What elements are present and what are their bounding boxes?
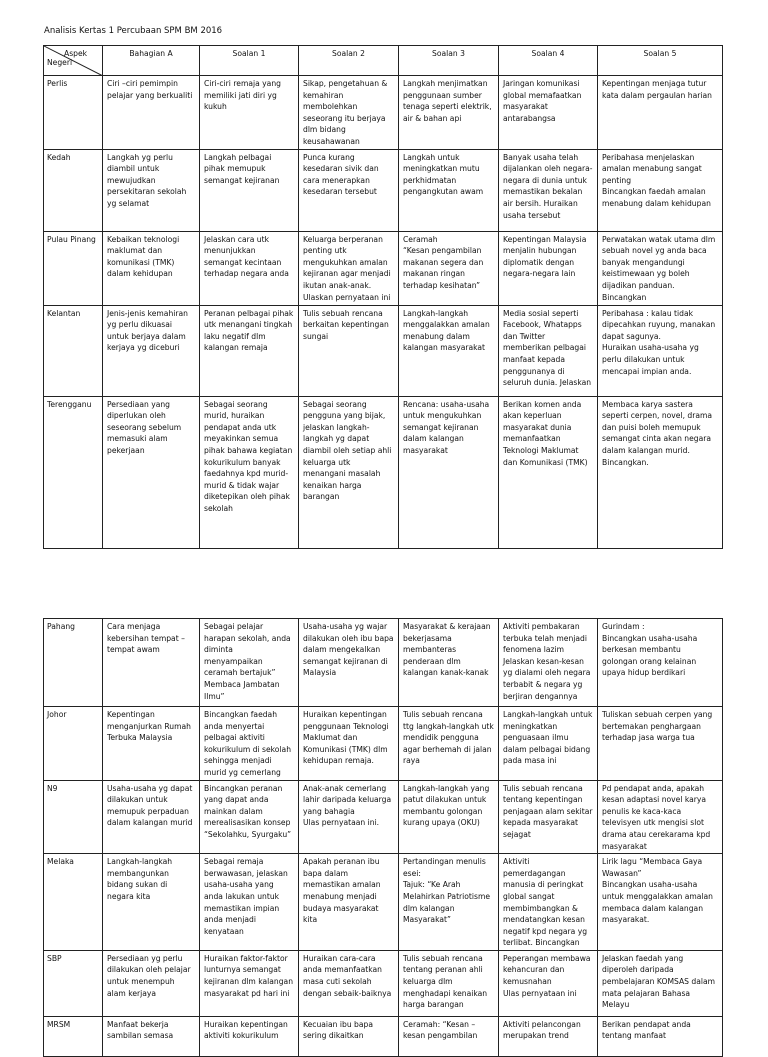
state-cell: Pulau Pinang	[44, 231, 103, 305]
state-cell: SBP	[44, 950, 103, 1016]
question-cell: Usaha-usaha yg wajar dilakukan oleh ibu bapa dalam mengekalkan semangat kejiranan di Malaysia	[299, 619, 399, 707]
question-cell: Pertandingan menulis esei: Tajuk: “Ke Arah Melahirkan Patriotisme dlm kalangan Masyarakat”	[399, 854, 499, 951]
question-cell: Tulis sebuah rencana tentang kepentingan penjagaan alam sekitar kepada masyarakat sejagat	[499, 780, 598, 854]
column-header: Soalan 1	[200, 46, 299, 76]
question-cell: Peribahasa : kalau tidak dipecahkan ruyung, manakan dapat sagunya. Huraikan usaha-usaha yg perlu dilakukan untuk mencapai impian anda.	[598, 305, 723, 396]
table-row	[44, 780, 723, 854]
state-cell: Perlis	[44, 76, 103, 150]
question-cell: Peranan pelbagai pihak utk menangani tingkah laku negatif dlm kalangan remaja	[200, 305, 299, 396]
question-cell: Langkah-langkah yang patut dilakukan untuk membantu golongan kurang upaya (OKU)	[399, 780, 499, 854]
question-cell: Langkah-langkah membangunkan bidang sukan di negara kita	[103, 854, 200, 951]
aspek-label: Aspek	[64, 49, 88, 58]
question-cell: Kepentingan Malaysia menjalin hubungan diplomatik dengan negara-negara lain	[499, 231, 598, 305]
question-cell: Huraikan kepentingan penggunaan Teknologi Maklumat dan Komunikasi (TMK) dlm kehidupan remaja.	[299, 707, 399, 781]
question-cell: Cara menjaga kebersihan tempat – tempat awam	[103, 619, 200, 707]
question-cell: Anak-anak cemerlang lahir daripada keluarga yang bahagia Ulas pernyataan ini.	[299, 780, 399, 854]
question-cell: Bincangkan peranan yang dapat anda mainkan dalam merealisasikan konsep “Sekolahku, Syurgaku”	[200, 780, 299, 854]
question-cell: Rencana: usaha-usaha untuk mengukuhkan semangat kejiranan dalam kalangan masyarakat	[399, 396, 499, 548]
question-cell: Huraikan faktor-faktor lunturnya semangat kejiranan dlm kalangan masyarakat pd hari ini	[200, 950, 299, 1016]
question-cell: Persediaan yg perlu dilakukan oleh pelajar untuk menempuh alam kerjaya	[103, 950, 200, 1016]
question-cell: Peribahasa menjelaskan amalan menabung sangat penting Bincangkan faedah amalan menabung dalam kehidupan	[598, 149, 723, 231]
question-cell: Kebaikan teknologi maklumat dan komunikasi (TMK) dalam kehidupan	[103, 231, 200, 305]
question-cell: Peperangan membawa kehancuran dan kemusnahan Ulas pernyataan ini	[499, 950, 598, 1016]
column-header: Soalan 5	[598, 46, 723, 76]
question-cell: Persediaan yang diperlukan oleh seseorang sebelum memasuki alam pekerjaan	[103, 396, 200, 548]
aspek-negeri-header	[44, 46, 103, 76]
table-row	[44, 854, 723, 951]
question-cell: Jelaskan faedah yang diperoleh daripada pembelajaran KOMSAS dalam mata pelajaran Bahasa Melayu	[598, 950, 723, 1016]
question-cell: Langkah pelbagai pihak memupuk semangat kejiranan	[200, 149, 299, 231]
question-cell: Bincangkan faedah anda menyertai pelbagai aktiviti kokurikulum di sekolah sehingga menjadi murid yg cemerlang	[200, 707, 299, 781]
question-cell: Sikap, pengetahuan & kemahiran membolehkan seseorang itu berjaya dlm bidang keusahawanan	[299, 76, 399, 150]
question-cell: Langkah-langkah menggalakkan amalan menabung dalam kalangan masyarakat	[399, 305, 499, 396]
table-row	[44, 396, 723, 548]
question-cell: Ceramah “Kesan pengambilan makanan segera dan makanan ringan terhadap kesihatan”	[399, 231, 499, 305]
table-header-row	[44, 46, 723, 76]
table-row	[44, 149, 723, 231]
table-row	[44, 619, 723, 707]
question-cell: Tulis sebuah rencana berkaitan kepentingan sungai	[299, 305, 399, 396]
question-cell: Jenis-jenis kemahiran yg perlu dikuasai untuk berjaya dalam kerjaya yg diceburi	[103, 305, 200, 396]
state-cell: Terengganu	[44, 396, 103, 548]
column-header: Soalan 2	[299, 46, 399, 76]
question-cell: Usaha-usaha yg dapat dilakukan untuk memupuk perpaduan dalam kalangan murid	[103, 780, 200, 854]
question-cell: Langkah yg perlu diambil untuk mewujudkan persekitaran sekolah yg selamat	[103, 149, 200, 231]
question-cell: Jaringan komunikasi global memafaatkan masyarakat antarabangsa	[499, 76, 598, 150]
question-cell: Manfaat bekerja sambilan semasa	[103, 1016, 200, 1056]
question-cell: Sebagai pelajar harapan sekolah, anda diminta menyampaikan ceramah bertajuk” Membaca Jambatan Ilmu”	[200, 619, 299, 707]
column-header: Soalan 3	[399, 46, 499, 76]
state-cell: MRSM	[44, 1016, 103, 1056]
question-cell: Kepentingan menganjurkan Rumah Terbuka Malaysia	[103, 707, 200, 781]
table-row	[44, 1016, 723, 1056]
question-cell: Banyak usaha telah dijalankan oleh negara-negara di dunia untuk memastikan bekalan air bersih. Huraikan usaha tersebut	[499, 149, 598, 231]
question-cell: Apakah peranan ibu bapa dalam memastikan amalan menabung menjadi budaya masyarakat kita	[299, 854, 399, 951]
question-cell: Tuliskan sebuah cerpen yang bertemakan penghargaan terhadap jasa warga tua	[598, 707, 723, 781]
question-cell: Jelaskan cara utk menunjukkan semangat kecintaan terhadap negara anda	[200, 231, 299, 305]
question-cell: Langkah untuk meningkatkan mutu perkhidmatan pengangkutan awam	[399, 149, 499, 231]
question-cell: Masyarakat & kerajaan bekerjasama membanteras penderaan dlm kalangan kanak-kanak	[399, 619, 499, 707]
question-cell: Punca kurang kesedaran sivik dan cara menerapkan kesedaran tersebut	[299, 149, 399, 231]
table-row	[44, 305, 723, 396]
question-cell: Aktiviti pembakaran terbuka telah menjadi fenomena lazim Jelaskan kesan-kesan yg dialami oleh negara terbabit & negara yg berjiran dengannya	[499, 619, 598, 707]
state-cell: Melaka	[44, 854, 103, 951]
table-row	[44, 950, 723, 1016]
state-cell: Kedah	[44, 149, 103, 231]
question-cell: Kecuaian ibu bapa sering dikaitkan	[299, 1016, 399, 1056]
question-cell: Langkah menjimatkan penggunaan sumber tenaga seperti elektrik, air & bahan api	[399, 76, 499, 150]
state-cell: Johor	[44, 707, 103, 781]
column-header: Bahagian A	[103, 46, 200, 76]
question-cell: Aktiviti pemerdagangan manusia di peringkat global sangat membimbangkan & mendatangkan kesan negatif kpd negara yg terlibat. Bincangkan	[499, 854, 598, 951]
state-cell: N9	[44, 780, 103, 854]
question-cell: Keluarga berperanan penting utk mengukuhkan amalan kejiranan agar menjadi ikutan anak-anak. Ulaskan pernyataan ini	[299, 231, 399, 305]
question-cell: Huraikan cara-cara anda memanfaatkan masa cuti sekolah dengan sebaik-baiknya	[299, 950, 399, 1016]
question-cell: Media sosial seperti Facebook, Whatapps dan Twitter memberikan pelbagai manfaat kepada penggunanya di seluruh dunia. Jelaskan	[499, 305, 598, 396]
column-header: Soalan 4	[499, 46, 598, 76]
question-cell: Gurindam : Bincangkan usaha-usaha berkesan membantu golongan orang kelainan upaya hidup berdikari	[598, 619, 723, 707]
table-row	[44, 231, 723, 305]
question-cell: Lirik lagu “Membaca Gaya Wawasan” Bincangkan usaha-usaha untuk menggalakkan amalan membaca dalam kalangan masyarakat.	[598, 854, 723, 951]
question-cell: Ceramah: “Kesan – kesan pengambilan	[399, 1016, 499, 1056]
negeri-label: Negeri	[47, 58, 73, 67]
document-title: Analisis Kertas 1 Percubaan SPM BM 2016	[44, 26, 223, 36]
question-cell: Sebagai remaja berwawasan, jelaskan usaha-usaha yang anda lakukan untuk memastikan impian anda menjadi kenyataan	[200, 854, 299, 951]
analysis-table-2	[43, 618, 723, 1057]
question-cell: Pd pendapat anda, apakah kesan adaptasi novel karya penulis ke kaca-kaca televisyen utk mengisi slot drama atau cerekarama kpd masyarakat	[598, 780, 723, 854]
question-cell: Aktiviti pelancongan merupakan trend	[499, 1016, 598, 1056]
question-cell: Tulis sebuah rencana tentang peranan ahli keluarga dlm menghadapi kenaikan harga barangan	[399, 950, 499, 1016]
table-row	[44, 76, 723, 150]
analysis-table-1	[43, 45, 723, 549]
question-cell: Membaca karya sastera seperti cerpen, novel, drama dan puisi boleh memupuk semangat cinta akan negara dalam kalangan murid. Bincangkan.	[598, 396, 723, 548]
question-cell: Kepentingan menjaga tutur kata dalam pergaulan harian	[598, 76, 723, 150]
question-cell: Langkah-langkah untuk meningkatkan penguasaan ilmu dalam pelbagai bidang pada masa ini	[499, 707, 598, 781]
table-row	[44, 707, 723, 781]
state-cell: Kelantan	[44, 305, 103, 396]
question-cell: Sebagai seorang murid, huraikan pendapat anda utk meyakinkan semua pihak bahawa kegiatan kokurikulum banyak faedahnya kpd murid-murid & tidak wajar diketepikan oleh pihak sekolah	[200, 396, 299, 548]
question-cell: Sebagai seorang pengguna yang bijak, jelaskan langkah-langkah yg dapat diambil oleh setiap ahli keluarga utk menangani masalah kenaikan harga barangan	[299, 396, 399, 548]
question-cell: Perwatakan watak utama dlm sebuah novel yg anda baca banyak mengandungi keistimewaan yg boleh dijadikan panduan. Bincangkan	[598, 231, 723, 305]
question-cell: Tulis sebuah rencana ttg langkah-langkah utk mendidik pengguna agar berhemah di jalan raya	[399, 707, 499, 781]
question-cell: Berikan pendapat anda tentang manfaat	[598, 1016, 723, 1056]
question-cell: Berikan komen anda akan keperluan masyarakat dunia memanfaatkan Teknologi Maklumat dan Komunikasi (TMK)	[499, 396, 598, 548]
question-cell: Huraikan kepentingan aktiviti kokurikulum	[200, 1016, 299, 1056]
question-cell: Ciri-ciri remaja yang memiliki jati diri yg kukuh	[200, 76, 299, 150]
question-cell: Ciri –ciri pemimpin pelajar yang berkualiti	[103, 76, 200, 150]
state-cell: Pahang	[44, 619, 103, 707]
